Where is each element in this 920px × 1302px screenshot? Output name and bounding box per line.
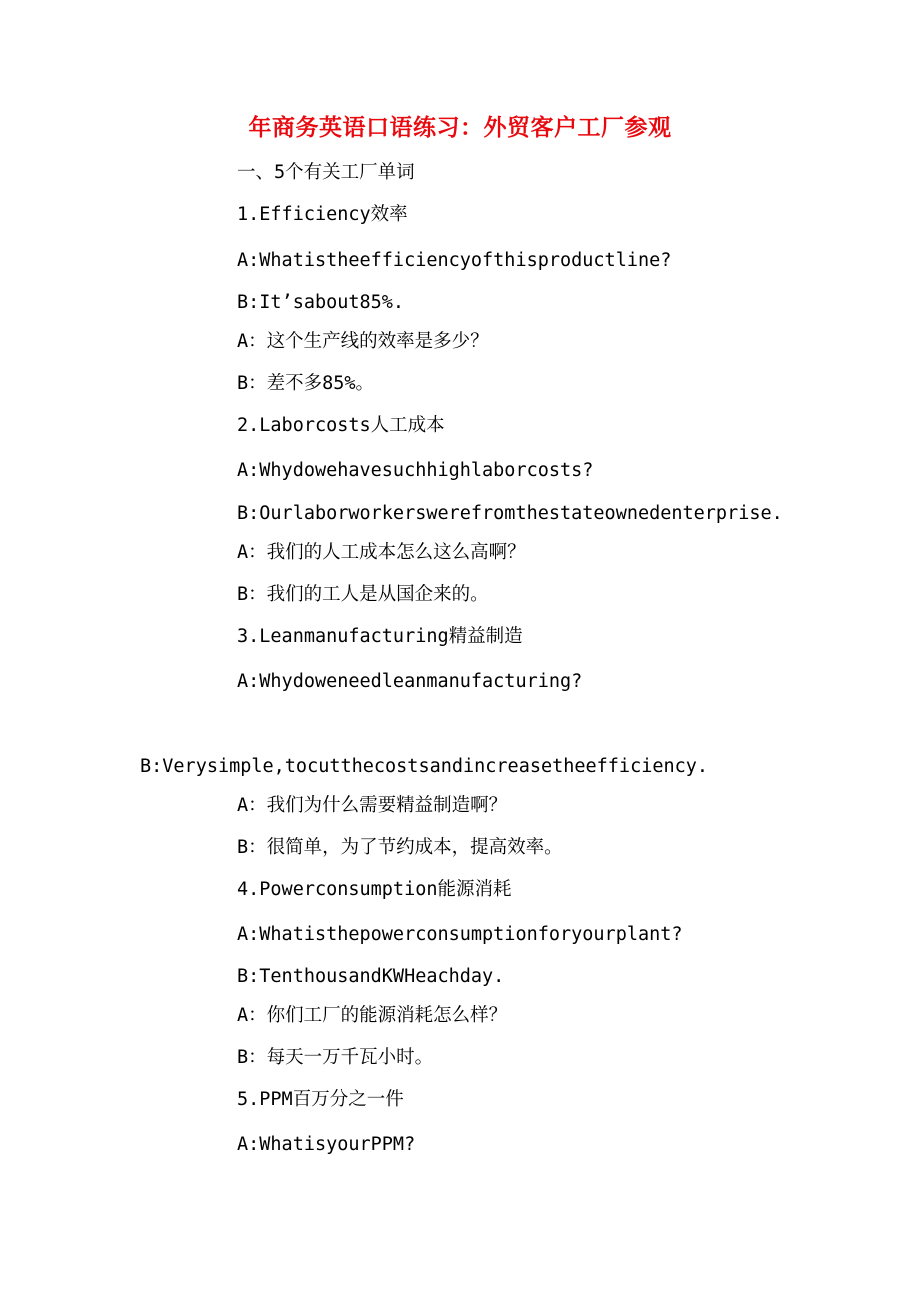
text-line: B:Ourlaborworkerswerefromthestateownedenterprise.	[237, 503, 783, 524]
text-line: 1.Efficiency效率	[237, 204, 408, 225]
text-line: A:Whydowehavesuchhighlaborcosts?	[237, 460, 594, 481]
text-line: B：每天一万千瓦小时。	[237, 1047, 434, 1068]
text-line: A：我们的人工成本怎么这么高啊？	[237, 542, 526, 563]
text-line: B:Verysimple,tocutthecostsandincreasetheefficiency.	[140, 756, 709, 777]
text-line: B:TenthousandKWHeachday.	[237, 966, 505, 987]
section-heading: 一、5个有关工厂单词	[237, 162, 415, 183]
document-title: 年商务英语口语练习：外贸客户工厂参观	[248, 115, 672, 141]
text-line: B：很简单，为了节约成本，提高效率。	[237, 837, 563, 858]
text-line: A:Whatistheefficiencyofthisproductline?	[237, 250, 672, 271]
text-line: A:WhatisyourPPM?	[237, 1134, 416, 1155]
text-line: B:It’sabout85%.	[237, 292, 405, 313]
text-line: A:Whydoweneedleanmanufacturing?	[237, 671, 583, 692]
text-line: A：你们工厂的能源消耗怎么样？	[237, 1005, 508, 1026]
text-line: B：我们的工人是从国企来的。	[237, 584, 489, 605]
text-line: A:Whatisthepowerconsumptionforyourplant?	[237, 924, 683, 945]
text-line: 3.Leanmanufacturing精益制造	[237, 626, 523, 647]
text-line: B：差不多85%。	[237, 373, 375, 394]
text-line: 2.Laborcosts人工成本	[237, 415, 445, 436]
text-line: A：这个生产线的效率是多少？	[237, 331, 489, 352]
text-line: 4.Powerconsumption能源消耗	[237, 879, 512, 900]
text-line: 5.PPM百万分之一件	[237, 1089, 404, 1110]
text-line: A：我们为什么需要精益制造啊？	[237, 795, 508, 816]
